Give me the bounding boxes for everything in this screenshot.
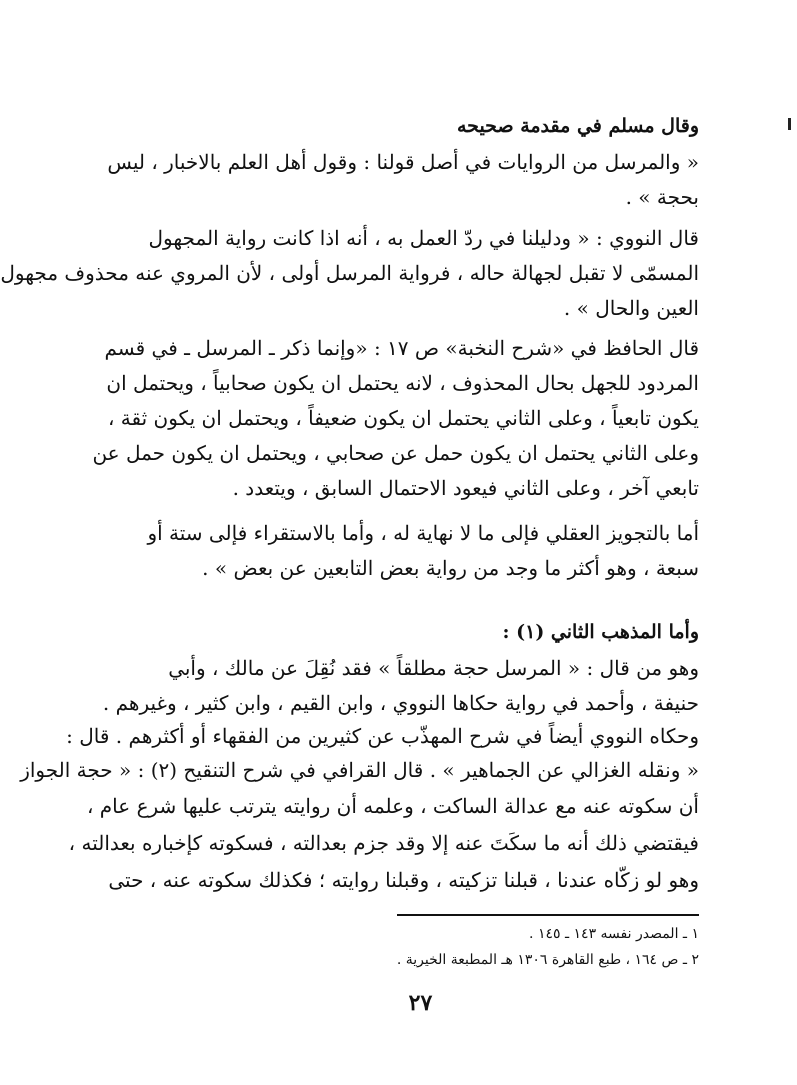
text-line: وحكاه النووي أيضاً في شرح المهذّب عن كثيرين من الفقهاء أو أكثرهم . قال : (66, 724, 699, 748)
text-line: حنيفة ، وأحمد في رواية حكاها النووي ، وابن القيم ، وابن كثير ، وغيرهم . (102, 691, 699, 715)
text-line: أن سكوته عنه مع عدالة الساكت ، وعلمه أن روايته يترتب عليها شرع عام ، (86, 794, 699, 818)
footnote-2: ٢ ـ ص ١٦٤ ، طبع القاهرة ١٣٠٦ هـ المطبعة الخيرية . (396, 952, 699, 968)
text-line: المسمّى لا تقبل لجهالة حاله ، فرواية المرسل أولى ، لأن المروي عنه محذوف مجهول (0, 261, 699, 285)
text-line: تابعي آخر ، وعلى الثاني فيعود الاحتمال السابق ، ويتعدد . (232, 476, 699, 500)
text-line: قال النووي : « ودليلنا في ردّ العمل به ، أنه اذا كانت رواية المجهول (148, 226, 699, 250)
text-line: العين والحال » . (563, 296, 699, 320)
margin-mark (788, 118, 791, 130)
text-line: قال الحافظ في «شرح النخبة» ص ١٧ : «وإنما ذكر ـ المرسل ـ في قسم (104, 336, 699, 360)
footnote-1: ١ ـ المصدر نفسه ١٤٣ ـ ١٤٥ . (529, 926, 699, 942)
text-line: « ونقله الغزالي عن الجماهير » . قال القرافي في شرح التنقيح (٢) : « حجة الجواز (20, 758, 699, 782)
text-line: وعلى الثاني يحتمل ان يكون حمل عن صحابي ، ويحتمل ان يكون حمل عن (92, 441, 699, 465)
text-line: سبعة ، وهو أكثر ما وجد من رواية بعض التابعين عن بعض » . (202, 556, 699, 580)
text-line: أما بالتجويز العقلي فإلى ما لا نهاية له ، وأما بالاستقراء فإلى ستة أو (147, 521, 699, 545)
text-line: فيقتضي ذلك أنه ما سكَتَ عنه إلا وقد جزم بعدالته ، فسكوته كإخباره بعدالته ، (68, 831, 699, 855)
heading-second-school: وأما المذهب الثاني (١) : (502, 621, 699, 643)
text-line: المردود للجهل بحال المحذوف ، لانه يحتمل ان يكون صحابياً ، ويحتمل ان (106, 371, 699, 395)
page-number: ٢٧ (408, 990, 433, 1016)
text-line: وهو لو زكّاه عندنا ، قبلنا تزكيته ، وقبلنا روايته ؛ فكذلك سكوته عنه ، حتى (108, 868, 699, 892)
footnote-divider (397, 914, 699, 916)
heading-muslim: وقال مسلم في مقدمة صحيحه (457, 115, 699, 137)
text-line: بحجة » . (625, 185, 699, 209)
text-line: يكون تابعياً ، وعلى الثاني يحتمل ان يكون ضعيفاً ، ويحتمل ان يكون ثقة ، (107, 406, 699, 430)
text-line: وهو من قال : « المرسل حجة مطلقاً » فقد نُقِلَ عن مالك ، وأبي (168, 656, 699, 680)
text-line: « والمرسل من الروايات في أصل قولنا : وقول أهل العلم بالاخبار ، ليس (107, 150, 699, 174)
